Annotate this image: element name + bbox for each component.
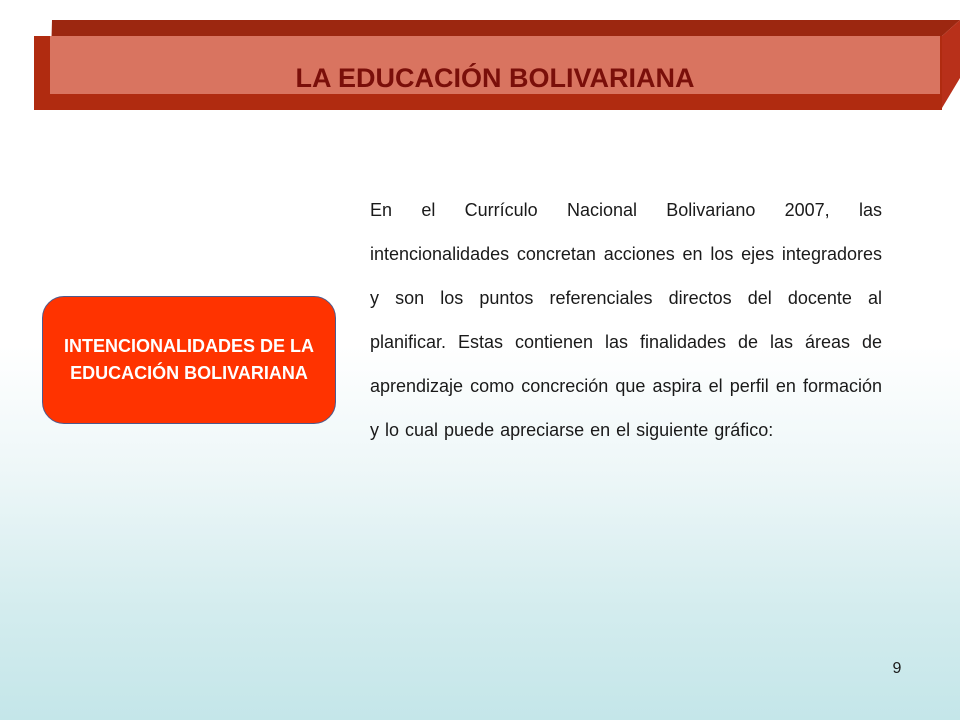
page-number: 9 bbox=[892, 660, 902, 677]
intentions-label-text: INTENCIONALIDADES DE LA EDUCACIÓN BOLIVARIANA bbox=[63, 336, 314, 383]
body-paragraph: En el Currículo Nacional Bolivariano 2007, las intencionalidades concretan acciones en los ejes integradores y son los puntos referenciales directos del docente al planificar. Estas contienen las finalidades de las áreas de aprendizaje como concreción que aspira el perfil en formación y lo cual puede apreciarse en el siguiente gráfico: bbox=[370, 200, 882, 440]
page-title: LA EDUCACIÓN BOLIVARIANA bbox=[295, 63, 695, 93]
intentions-label-box bbox=[42, 296, 336, 424]
title-banner bbox=[0, 0, 960, 120]
